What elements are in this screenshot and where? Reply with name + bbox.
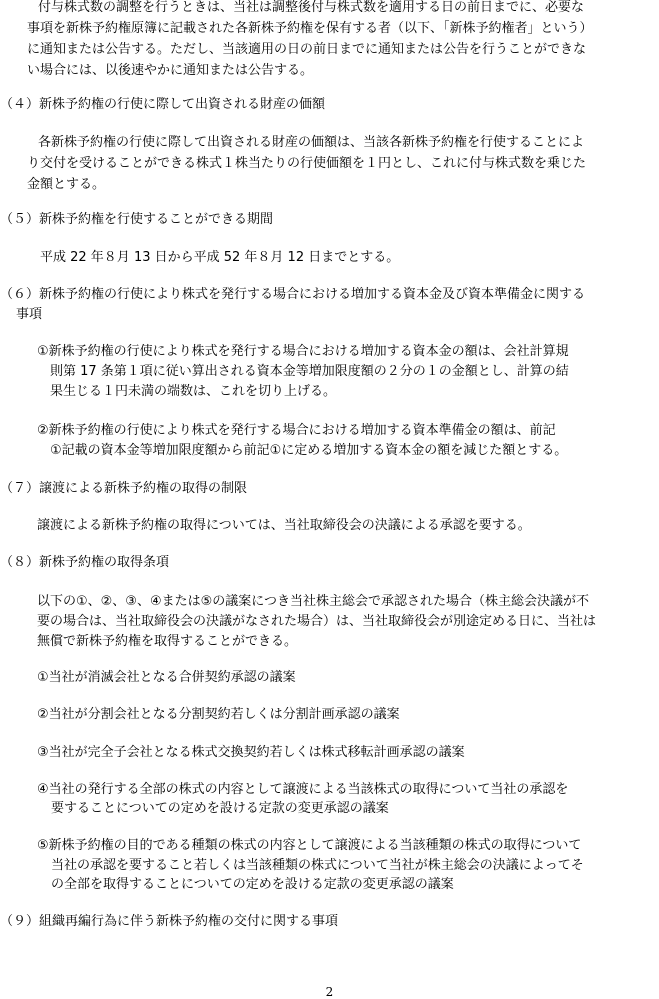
section-4-heading: （４）新株予約権の行使に際して出資される財産の価額 — [0, 97, 326, 112]
section-8-item-4-line-1: ④当社の発行する全部の株式の内容として譲渡による当該株式の取得について当社の承認を — [37, 782, 569, 797]
section-8-item-5-line-1: ⑤新株予約権の目的である種類の株式の内容として譲渡による当該種類の株式の取得について — [37, 838, 582, 853]
section-8-item-2: ②当社が分割会社となる分割契約若しくは分割計画承認の議案 — [37, 707, 400, 722]
section-6-heading-line-2: 事項 — [16, 307, 43, 322]
section-8-heading: （８）新株予約権の取得条項 — [0, 555, 170, 570]
intro-line-3: に通知または公告する。ただし、当該適用の日の前日までに通知または公告を行うことができな — [27, 42, 587, 57]
section-4-body-line-3: 金額とする。 — [27, 177, 106, 192]
section-8-item-5-line-3: の全部を取得することについての定めを設ける定款の変更承認の議案 — [51, 877, 454, 892]
section-6-item-1-line-2: 則第 17 条第１項に従い算出される資本金等増加限度額の２分の１の金額とし、計算の結 — [50, 364, 569, 379]
section-6-item-2-line-2: ①記載の資本金等増加限度額から前記①に定める増加する資本金の額を減じた額とする。 — [50, 443, 568, 458]
section-9-heading: （９）組織再編行為に伴う新株予約権の交付に関する事項 — [0, 914, 339, 929]
intro-line-4: い場合には、以後速やかに通知または公告する。 — [27, 63, 314, 78]
section-8-body-line-3: 無償で新株予約権を取得することができる。 — [37, 634, 298, 649]
intro-line-2: 事項を新株予約権原簿に記載された各新株予約権を保有する者（以下、「新株予約権者」という） — [27, 21, 593, 36]
section-4-body-line-1: 各新株予約権の行使に際して出資される財産の価額は、当該各新株予約権を行使することによ — [38, 135, 585, 150]
section-4-body-line-2: り交付を受けることができる株式１株当たりの行使価額を１円とし、これに付与株式数を乗じた — [27, 156, 587, 171]
section-5-heading: （５）新株予約権を行使することができる期間 — [0, 212, 274, 227]
section-7-heading: （７）譲渡による新株予約権の取得の制限 — [0, 481, 248, 496]
section-5-body: 平成 22 年８月 13 日から平成 52 年８月 12 日までとする。 — [40, 250, 400, 265]
section-6-heading-line-1: （６）新株予約権の行使により株式を発行する場合における増加する資本金及び資本準備金に関する — [0, 287, 586, 302]
page-number: 2 — [325, 985, 334, 999]
section-6-item-2-line-1: ②新株予約権の行使により株式を発行する場合における増加する資本準備金の額は、前記 — [37, 423, 556, 438]
section-6-item-1-line-3: 果生じる１円未満の端数は、これを切り上げる。 — [50, 384, 337, 399]
section-8-item-5-line-2: 当社の承認を要すること若しくは当該種類の株式について当社が株主総会の決議によってそ — [51, 858, 584, 873]
section-7-body: 譲渡による新株予約権の取得については、当社取締役会の決議による承認を要する。 — [37, 518, 531, 533]
section-8-item-1: ①当社が消滅会社となる合併契約承認の議案 — [37, 670, 296, 685]
section-8-body-line-2: 要の場合は、当社取締役会の決議がなされた場合）は、当社取締役会が別途定める日に、当社は — [37, 614, 597, 629]
intro-line-1: 付与株式数の調整を行うときは、当社は調整後付与株式数を適用する日の前日までに、必要な — [38, 0, 585, 15]
section-8-item-4-line-2: 要することについての定めを設ける定款の変更承認の議案 — [51, 801, 389, 816]
section-8-item-3: ③当社が完全子会社となる株式交換契約若しくは株式移転計画承認の議案 — [37, 745, 465, 760]
section-8-body-line-1: 以下の①、②、③、④または⑤の議案につき当社株主総会で承認された場合（株主総会決議が不 — [37, 594, 590, 609]
section-6-item-1-line-1: ①新株予約権の行使により株式を発行する場合における増加する資本金の額は、会社計算規 — [37, 344, 569, 359]
